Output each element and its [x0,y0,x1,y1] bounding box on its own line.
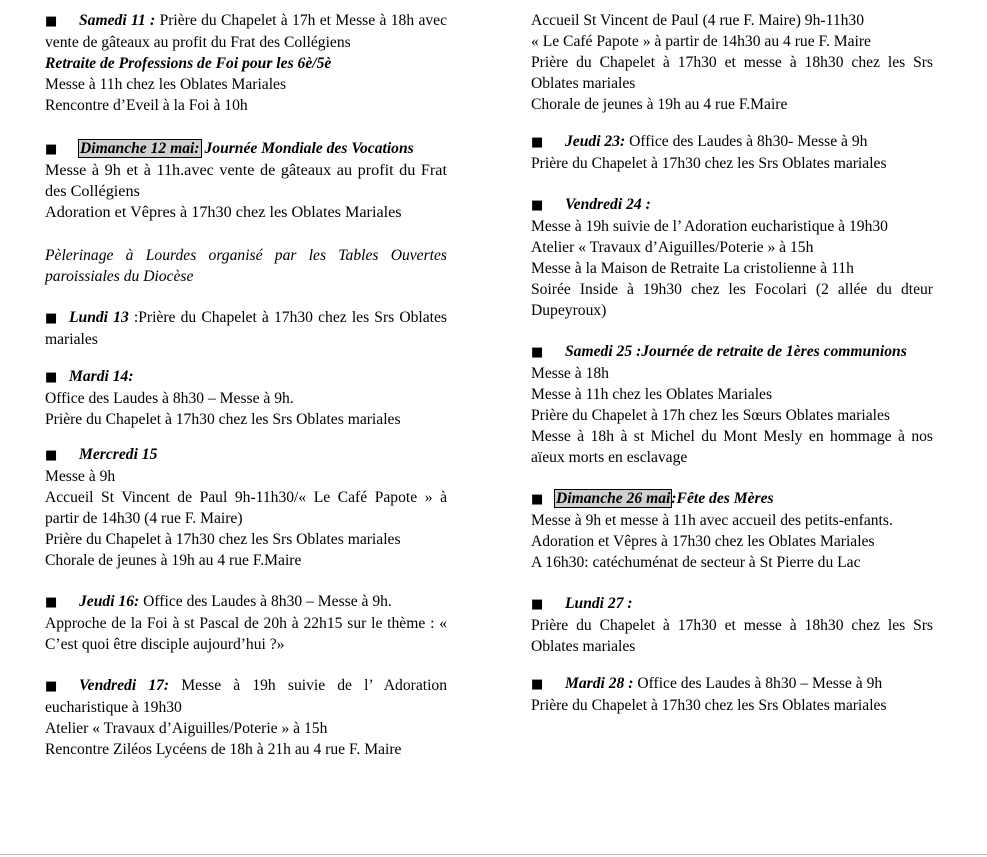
day-heading: Mardi 28 : [565,675,634,692]
entry-samedi-25 [531,341,933,468]
entry-text [531,341,933,363]
entry-text [45,613,447,655]
entry-line: Office des Laudes à 8h30 – Messe à 9h. [45,390,294,407]
entry-text [531,279,933,321]
entry-text [45,74,447,95]
entry-text [531,593,933,615]
entry-line: Prière du Chapelet à 17h30 chez les Srs Oblates mariales [531,697,887,714]
pilgrimage-line: Pèlerinage à Lourdes organisé par les Tables Ouvertes paroissiales du Diocèse [45,247,447,285]
entry-line: Rencontre d’Eveil à la Foi à 10h [45,97,248,114]
entry-lundi-13 [45,307,447,350]
sub-heading-line [45,53,447,74]
entry-text [531,426,933,468]
entry-text [45,409,447,430]
entry-line: Atelier « Travaux d’Aiguilles/Poterie » à 15h [531,239,814,256]
entry-line: « Le Café Papote » à partir de 14h30 au 4 rue F. Maire [531,33,871,50]
entry-text [531,10,933,31]
entry-text [45,444,447,466]
day-heading: Lundi 13 [69,309,129,326]
day-heading-highlighted: Dimanche 26 mai [556,490,671,507]
bullet-icon [531,195,565,216]
entry-text [531,510,933,531]
bullet-icon [45,367,69,388]
entry-dimanche-12 [45,138,447,223]
entry-text [45,529,447,550]
entry-line: Messe à 19h suivie de l’ Adoration eucharistique à 19h30 [45,677,448,716]
entry-line: Messe à 9h et messe à 11h avec accueil des petits-enfants. [531,512,893,529]
entry-mardi-14 [45,366,447,430]
entry-text [45,591,447,613]
entry-line: Chorale de jeunes à 19h au 4 rue F.Maire [45,552,302,569]
entry-text [531,153,933,174]
entry-text [531,673,933,695]
bullet-icon [531,342,565,363]
entry-line: Prière du Chapelet à 17h30 chez les Srs Oblates mariales [531,155,887,172]
entry-lundi-27 [531,593,933,657]
day-heading: Vendredi 24 : [565,196,651,213]
entry-text [45,307,447,350]
entry-jeudi-23 [531,131,933,174]
entry-line: Adoration et Vêpres à 17h30 chez les Oblates Mariales [531,533,875,550]
entry-pilgrimage [45,245,447,287]
entry-text [45,739,447,760]
sub-heading: Retraite de Professions de Foi pour les 6è/5è [45,55,332,72]
entry-mardi-28 [531,673,933,716]
event-title: Journée Mondiale des Vocations [204,140,414,157]
entry-line: Prière du Chapelet à 17h30 et messe à 18h30 chez les Srs Oblates mariales [531,617,933,655]
entry-vendredi-17 [45,675,447,760]
entry-line: Accueil St Vincent de Paul (4 rue F. Maire) 9h-11h30 [531,12,865,29]
entry-text [45,10,447,53]
entry-line: Messe à 11h chez les Oblates Mariales [45,76,287,93]
left-column [45,10,447,774]
entry-line: Accueil St Vincent de Paul 9h-11h30/« Le Café Papote » à partir de 14h30 (4 rue F. Maire) [45,489,447,527]
entry-line: Soirée Inside à 19h30 chez les Focolari (2 allée du dteur Dupeyroux) [531,281,933,319]
entry-line: Adoration et Vêpres à 17h30 chez les Oblates Mariales [45,203,402,221]
entry-text [45,202,447,223]
entry-text [531,405,933,426]
day-heading: Jeudi 23: [565,133,626,150]
bullet-icon [45,445,79,466]
entry-vendredi-24 [531,194,933,321]
entry-text [531,237,933,258]
entry-text [45,95,447,116]
bullet-icon [531,489,555,510]
day-heading-highlighted: Dimanche 12 mai: [80,140,200,157]
entry-line: Messe à 19h suivie de l’ Adoration eucharistique à 19h30 [531,218,888,235]
entry-line: Rencontre Ziléos Lycéens de 18h à 21h au 4 rue F. Maire [45,741,402,758]
entry-mercredi-22-continued [531,10,933,115]
bullet-icon [45,592,79,613]
day-heading: Lundi 27 : [565,595,633,612]
day-heading: Samedi 25 [565,343,633,360]
entry-text [531,194,933,216]
entry-dimanche-26 [531,488,933,573]
entry-jeudi-16 [45,591,447,655]
entry-line: Messe à 9h et à 11h.avec vente de gâteaux au profit du Frat des Collégiens [45,161,447,200]
entry-line: Prière du Chapelet à 17h chez les Sœurs Oblates mariales [531,407,890,424]
entry-line: Prière du Chapelet à 17h et Messe à 18h avec vente de gâteaux au profit du Frat des Collégiens [45,12,448,51]
event-title: :Fête des Mères [671,490,774,507]
entry-line: Atelier « Travaux d’Aiguilles/Poterie » à 15h [45,720,328,737]
day-heading: Samedi 11 : [79,12,156,29]
entry-text [45,675,447,718]
page-bottom-divider [0,854,987,855]
entry-line: Messe à 11h chez les Oblates Mariales [531,386,773,403]
entry-text [45,550,447,571]
entry-text [531,52,933,94]
entry-line: Prière du Chapelet à 17h30 chez les Srs Oblates mariales [45,531,401,548]
entry-text [531,695,933,716]
event-title: :Journée de retraite de 1ères communions [636,343,907,360]
entry-text [531,258,933,279]
bullet-icon [45,11,79,32]
entry-text [531,94,933,115]
entry-line: Prière du Chapelet à 17h30 et messe à 18h30 chez les Srs Oblates mariales [531,54,933,92]
bullet-icon [531,674,565,695]
entry-line: A 16h30: catéchuménat de secteur à St Pierre du Lac [531,554,861,571]
entry-text [531,531,933,552]
entry-text [531,216,933,237]
entry-line: Chorale de jeunes à 19h au 4 rue F.Maire [531,96,788,113]
entry-line: Office des Laudes à 8h30 – Messe à 9h. [143,593,392,610]
pilgrimage-text [45,245,447,287]
day-heading: Vendredi 17: [79,677,170,694]
day-heading: Mercredi 15 [79,446,158,463]
entry-text [45,466,447,487]
entry-text [531,131,933,153]
entry-line: Messe à 18h [531,365,609,382]
entry-text [531,363,933,384]
entry-text [531,552,933,573]
day-heading: Mardi 14: [69,368,134,385]
bullet-icon [45,308,69,329]
entry-line: Office des Laudes à 8h30 – Messe à 9h [637,675,883,692]
entry-line: Office des Laudes à 8h30- Messe à 9h [629,133,868,150]
entry-mercredi-15 [45,444,447,571]
entry-line: Approche de la Foi à st Pascal de 20h à 22h15 sur le thème : « C’est quoi être disciple aujourd’hui ?» [45,615,447,653]
bullet-icon [531,132,565,153]
day-heading: Jeudi 16: [79,593,140,610]
bullet-icon [45,139,79,160]
bullet-icon [45,676,79,697]
entry-text [45,487,447,529]
entry-text [531,615,933,657]
entry-text [531,31,933,52]
entry-text [45,718,447,739]
entry-line: :Prière du Chapelet à 17h30 chez les Srs Oblates mariales [45,309,447,348]
entry-line: Messe à la Maison de Retraite La cristolienne à 11h [531,260,854,277]
entry-text [531,384,933,405]
entry-text [45,138,447,160]
entry-line: Messe à 9h [45,468,116,485]
bullet-icon [531,594,565,615]
entry-text [531,488,933,510]
right-column [531,10,933,730]
entry-samedi-11 [45,10,447,116]
entry-text [45,366,447,388]
entry-text [45,388,447,409]
entry-line: Messe à 18h à st Michel du Mont Mesly en hommage à nos aïeux morts en esclavage [531,428,933,466]
entry-text [45,160,447,202]
entry-line: Prière du Chapelet à 17h30 chez les Srs Oblates mariales [45,411,401,428]
